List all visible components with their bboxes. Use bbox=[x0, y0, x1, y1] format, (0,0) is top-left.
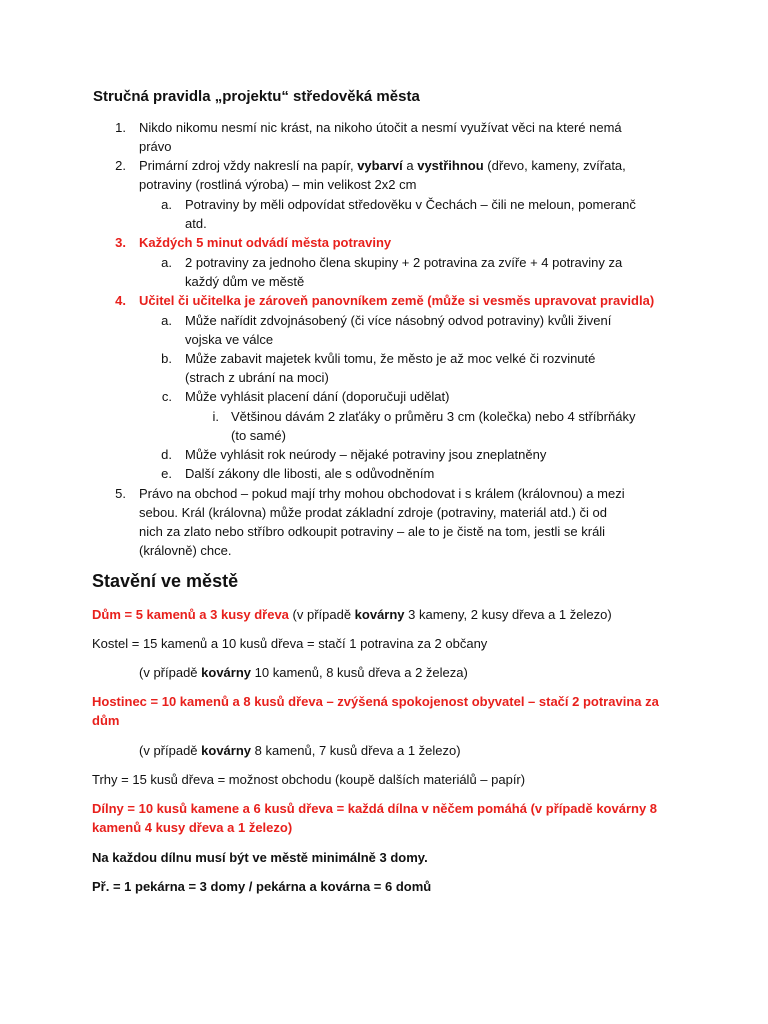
sublist-text: Další zákony dle libosti, ale s odůvodněním bbox=[185, 466, 435, 481]
sublist-text: každý dům ve městě bbox=[185, 274, 305, 289]
list-number: 5. bbox=[115, 486, 126, 501]
list-number: 4. bbox=[115, 293, 126, 308]
list-text: potraviny (rostliná výroba) – min velikost 2x2 cm bbox=[139, 177, 417, 192]
list-text: Primární zdroj vždy nakreslí na papír, vybarví a vystřihnou (dřevo, kameny, zvířata, bbox=[139, 158, 626, 173]
list-text: právo bbox=[139, 139, 172, 154]
list-number: 2. bbox=[115, 158, 126, 173]
building-hostinec: dům bbox=[92, 713, 120, 728]
sublist-letter: d. bbox=[161, 447, 172, 462]
sublist-text: Potraviny by měli odpovídat středověku v Čechách – čili ne meloun, pomeranč bbox=[185, 197, 636, 212]
list-number: 3. bbox=[115, 235, 126, 250]
building-hostinec-kovarna: (v případě kovárny 8 kamenů, 7 kusů dřeva a 1 železo) bbox=[139, 743, 461, 758]
building-dum: Dům = 5 kamenů a 3 kusy dřeva (v případě kovárny 3 kameny, 2 kusy dřeva a 1 železo) bbox=[92, 607, 612, 622]
sublist-letter: a. bbox=[161, 197, 172, 212]
list-text: Každých 5 minut odvádí města potraviny bbox=[139, 235, 392, 250]
sublist-letter: c. bbox=[161, 389, 172, 404]
document-title: Stručná pravidla „projektu“ středověká města bbox=[93, 88, 420, 105]
subsublist-numeral: i. bbox=[212, 409, 219, 424]
sublist-text: Může vyhlásit rok neúrody – nějaké potraviny jsou zneplatněny bbox=[185, 447, 547, 462]
subsublist-text: Většinou dávám 2 zlaťáky o průměru 3 cm (kolečka) nebo 4 stříbrňáky bbox=[231, 409, 636, 424]
sublist-letter: a. bbox=[161, 313, 172, 328]
building-dilny: Dílny = 10 kusů kamene a 6 kusů dřeva = každá dílna v něčem pomáhá (v případě kovárny 8 bbox=[92, 801, 658, 816]
sublist-letter: e. bbox=[161, 466, 172, 481]
building-hostinec: Hostinec = 10 kamenů a 8 kusů dřeva – zvýšená spokojenost obyvatel – stačí 2 potravina za bbox=[92, 694, 659, 709]
section-heading: Stavění ve městě bbox=[92, 571, 239, 591]
sublist-text: Může nařídit zdvojnásobený (či více násobný odvod potraviny) kvůli živení bbox=[185, 313, 612, 328]
subsublist-text: (to samé) bbox=[231, 428, 286, 443]
list-text: sebou. Král (královna) může prodat základní zdroje (potraviny, materiál atd.) či od bbox=[139, 505, 607, 520]
list-text: (královně) chce. bbox=[139, 543, 232, 558]
sublist-letter: a. bbox=[161, 255, 172, 270]
building-kostel-kovarna: (v případě kovárny 10 kamenů, 8 kusů dřeva a 2 železa) bbox=[139, 665, 468, 680]
building-kostel: Kostel = 15 kamenů a 10 kusů dřeva = stačí 1 potravina za 2 občany bbox=[92, 636, 488, 651]
sublist-text: Může zabavit majetek kvůli tomu, že město je až moc velké či rozvinuté bbox=[185, 351, 596, 366]
sublist-text: (strach z ubrání na moci) bbox=[185, 370, 329, 385]
sublist-text: 2 potraviny za jednoho člena skupiny + 2 potravina za zvíře + 4 potraviny za bbox=[185, 255, 623, 270]
list-text: nich za zlato nebo stříbro odkoupit potraviny – ale to je čistě na tom, jestli se králi bbox=[139, 524, 606, 539]
note-dilny-domy: Na každou dílnu musí být ve městě minimálně 3 domy. bbox=[92, 850, 428, 865]
list-text: Právo na obchod – pokud mají trhy mohou obchodovat i s králem (královnou) a mezi bbox=[139, 486, 625, 501]
list-number: 1. bbox=[115, 120, 126, 135]
note-example: Př. = 1 pekárna = 3 domy / pekárna a kovárna = 6 domů bbox=[92, 879, 432, 894]
sublist-text: atd. bbox=[185, 216, 207, 231]
list-text: Učitel či učitelka je zároveň panovníkem země (může si vesměs upravovat pravidla) bbox=[139, 293, 655, 308]
sublist-letter: b. bbox=[161, 351, 172, 366]
sublist-text: vojska ve válce bbox=[185, 332, 274, 347]
sublist-text: Může vyhlásit placení dání (doporučuji udělat) bbox=[185, 389, 450, 404]
list-text: Nikdo nikomu nesmí nic krást, na nikoho útočit a nesmí využívat věci na které nemá bbox=[139, 120, 622, 135]
building-trhy: Trhy = 15 kusů dřeva = možnost obchodu (koupě dalších materiálů – papír) bbox=[92, 772, 526, 787]
building-dilny: kamenů 4 kusy dřeva a 1 železo) bbox=[92, 820, 293, 835]
